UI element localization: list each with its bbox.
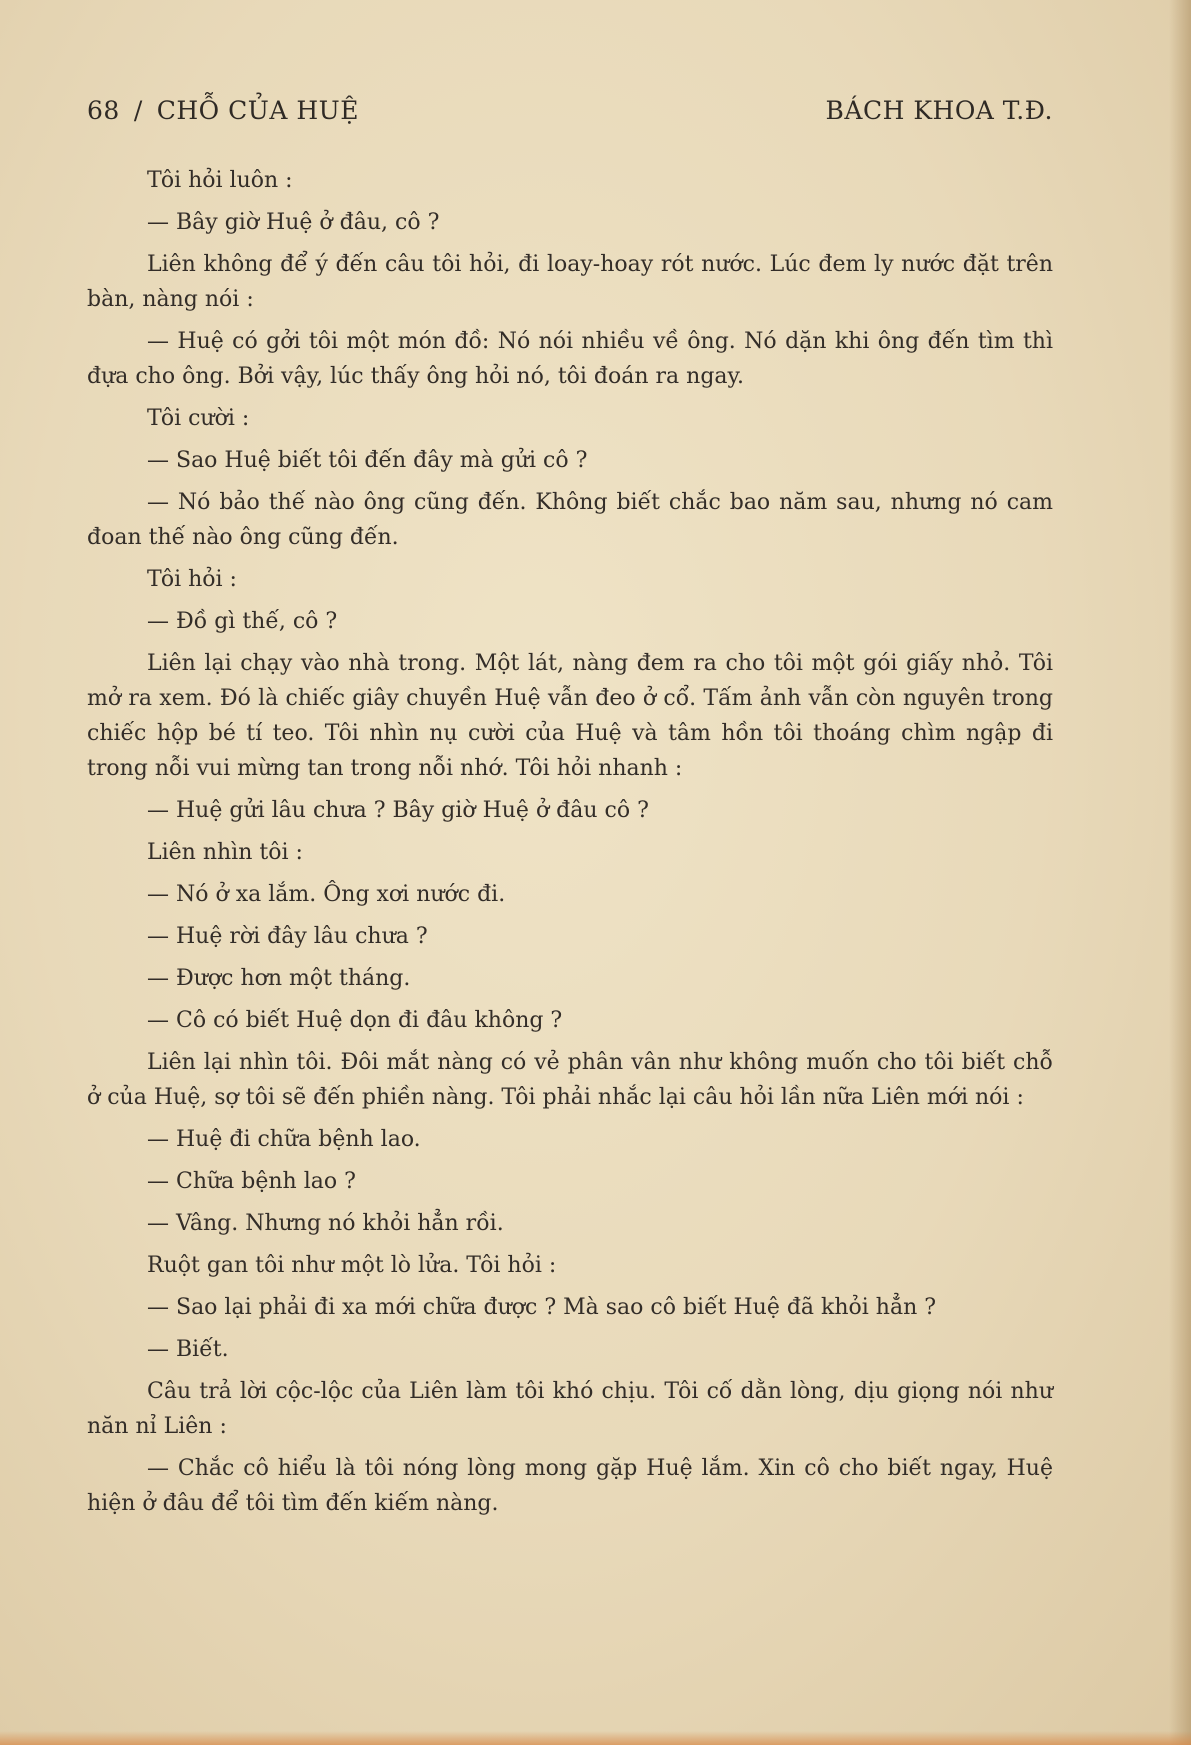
header-author: BÁCH KHOA T.Đ. (825, 96, 1053, 125)
paragraph: — Vâng. Nhưng nó khỏi hẳn rồi. (147, 1211, 504, 1236)
running-header (87, 96, 1053, 136)
paragraph: — Sao Huệ biết tôi đến đây mà gửi cô ? (147, 448, 588, 473)
page-bottom-edge (0, 1731, 1191, 1745)
paragraph: Tôi cười : (147, 406, 250, 431)
paragraph: Liên không để ý đến câu tôi hỏi, đi loay-hoay rót nước. Lúc đem ly nước đặt trên bàn, nàng nói : (87, 252, 1053, 312)
paragraph: — Chắc cô hiểu là tôi nóng lòng mong gặp Huệ lắm. Xin cô cho biết ngay, Huệ hiện ở đâu để tôi tìm đến kiếm nàng. (87, 1456, 1053, 1516)
page-number: 68 (87, 96, 120, 125)
paragraph: Ruột gan tôi như một lò lửa. Tôi hỏi : (147, 1253, 557, 1278)
paragraph: — Huệ có gởi tôi một món đồ: Nó nói nhiều về ông. Nó dặn khi ông đến tìm thì đựa cho ông. Bởi vậy, lúc thấy ông hỏi nó, tôi đoán ra ngay. (87, 329, 1053, 389)
header-left (87, 96, 359, 125)
paragraph: — Huệ gửi lâu chưa ? Bây giờ Huệ ở đâu cô ? (147, 798, 649, 823)
paragraph: — Nó bảo thế nào ông cũng đến. Không biết chắc bao năm sau, nhưng nó cam đoan thế nào ông cũng đến. (87, 490, 1053, 550)
header-separator: / (133, 96, 143, 125)
paragraph: Câu trả lời cộc-lộc của Liên làm tôi khó chịu. Tôi cố dằn lòng, dịu giọng nói như năn nỉ Liên : (87, 1379, 1053, 1439)
paragraph: — Được hơn một tháng. (147, 966, 411, 991)
paragraph: — Chữa bệnh lao ? (147, 1169, 356, 1194)
page-edge-shadow (1169, 0, 1191, 1745)
paragraph: Tôi hỏi luôn : (147, 168, 293, 193)
paragraph: — Đồ gì thế, cô ? (147, 609, 338, 634)
page-body (87, 163, 1053, 1528)
paragraph: — Huệ rời đây lâu chưa ? (147, 924, 428, 949)
paragraph: — Bây giờ Huệ ở đâu, cô ? (147, 210, 440, 235)
paragraph: Tôi hỏi : (147, 567, 237, 592)
paragraph: Liên lại nhìn tôi. Đôi mắt nàng có vẻ phân vân như không muốn cho tôi biết chỗ ở của Huệ, sợ tôi sẽ đến phiền nàng. Tôi phải nhắc lại câu hỏi lần nữa Liên mới nói : (87, 1050, 1053, 1110)
paragraph: — Nó ở xa lắm. Ông xơi nước đi. (147, 882, 506, 907)
paragraph: — Huệ đi chữa bệnh lao. (147, 1127, 421, 1152)
paragraph: — Sao lại phải đi xa mới chữa được ? Mà sao cô biết Huệ đã khỏi hẳn ? (147, 1295, 937, 1320)
paragraph: — Cô có biết Huệ dọn đi đâu không ? (147, 1008, 563, 1033)
paragraph: Liên nhìn tôi : (147, 840, 303, 865)
paragraph: — Biết. (147, 1337, 229, 1362)
chapter-title: CHỖ CỦA HUỆ (156, 96, 359, 125)
paragraph: Liên lại chạy vào nhà trong. Một lát, nàng đem ra cho tôi một gói giấy nhỏ. Tôi mở ra xem. Đó là chiếc giây chuyền Huệ vẫn đeo ở cổ. Tấm ảnh vẫn còn nguyên trong chiếc hộp bé tí teo. Tôi nhìn nụ cười của Huệ và tâm hồn tôi thoáng chìm ngập đi trong nỗi vui mừng tan trong nỗi nhớ. Tôi hỏi nhanh : (87, 651, 1053, 781)
